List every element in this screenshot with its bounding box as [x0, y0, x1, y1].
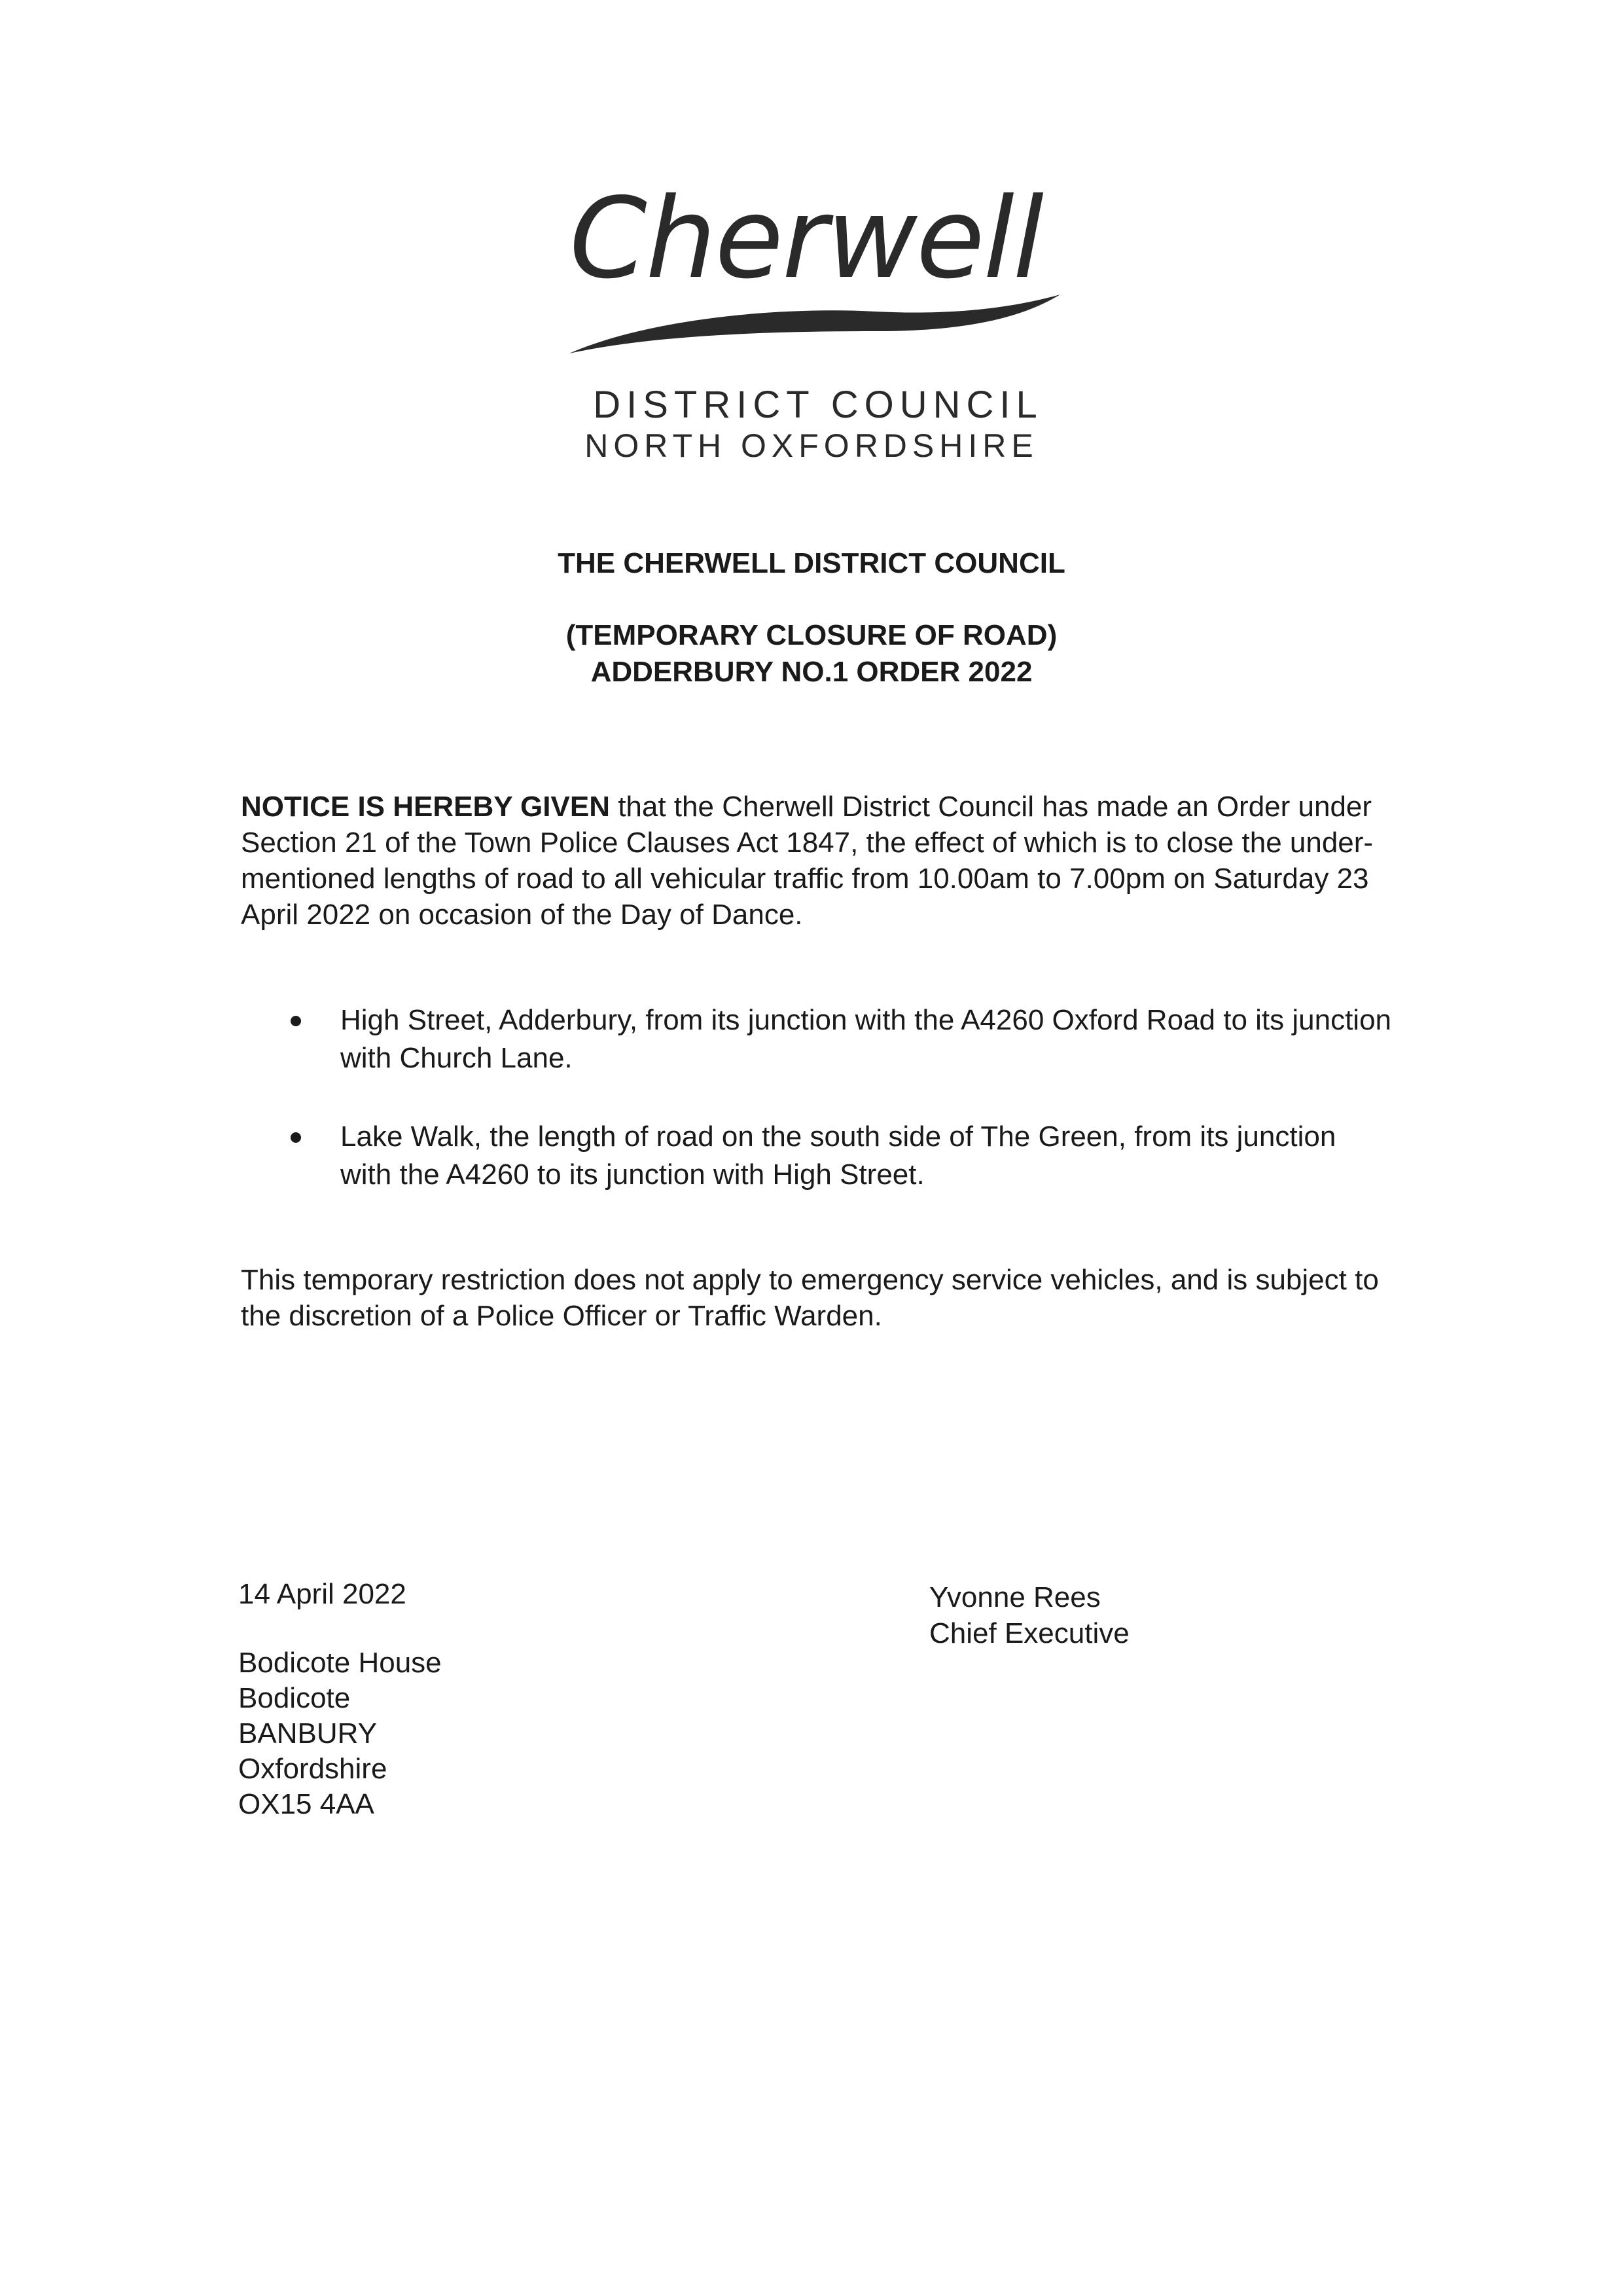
address-line: Bodicote House	[238, 1647, 442, 1679]
address-line: Oxfordshire	[238, 1753, 387, 1785]
notice-text: that the Cherwell District Council has made an Order under Section 21 of the Town Police Clauses Act 1847, the effect of which is to close the under-mentioned lengths of road to all vehicular traffic from 10.00am to 7.00pm on Saturday 23 April 2022 on occasion of the Day of Dance.	[241, 791, 1374, 931]
address-line: OX15 4AA	[238, 1788, 374, 1820]
signatory-block	[929, 1579, 1130, 1651]
order-title-order: ADDERBURY NO.1 ORDER 2022	[590, 656, 1033, 688]
signatory-name: Yvonne Rees	[929, 1581, 1101, 1613]
restriction-paragraph: This temporary restriction does not apply to emergency service vehicles, and is subject to the discretion of a Police Officer or Traffic Warden.	[241, 1264, 1379, 1332]
list-item	[281, 1118, 1394, 1194]
notice-date: 14 April 2022	[238, 1578, 406, 1610]
bullet-icon	[291, 1016, 301, 1026]
bullet-icon	[291, 1132, 301, 1143]
address-line: BANBURY	[238, 1717, 377, 1749]
order-title-council: THE CHERWELL DISTRICT COUNCIL	[558, 547, 1065, 579]
address-line: Bodicote	[238, 1682, 351, 1714]
logo-swoosh-icon	[568, 293, 1065, 359]
notice-lead: NOTICE IS HEREBY GIVEN	[241, 791, 610, 823]
council-address	[238, 1645, 442, 1822]
order-title-block	[0, 617, 1623, 691]
logo-district-council: DISTRICT COUNCIL	[593, 384, 1043, 426]
road-description: High Street, Adderbury, from its junction with the A4260 Oxford Road to its junction with Church Lane.	[340, 1004, 1392, 1074]
list-item	[281, 1001, 1394, 1077]
order-title-closure: (TEMPORARY CLOSURE OF ROAD)	[565, 619, 1058, 651]
notice-paragraph	[241, 789, 1393, 933]
logo-north-oxfordshire: NORTH OXFORDSHIRE	[584, 427, 1039, 464]
road-description: Lake Walk, the length of road on the south side of The Green, from its junction with the A4260 to its junction with High Street.	[340, 1121, 1336, 1191]
closed-roads-list	[281, 1001, 1394, 1234]
signatory-title: Chief Executive	[929, 1617, 1130, 1649]
logo-wordmark: Cherwell	[569, 174, 1043, 304]
